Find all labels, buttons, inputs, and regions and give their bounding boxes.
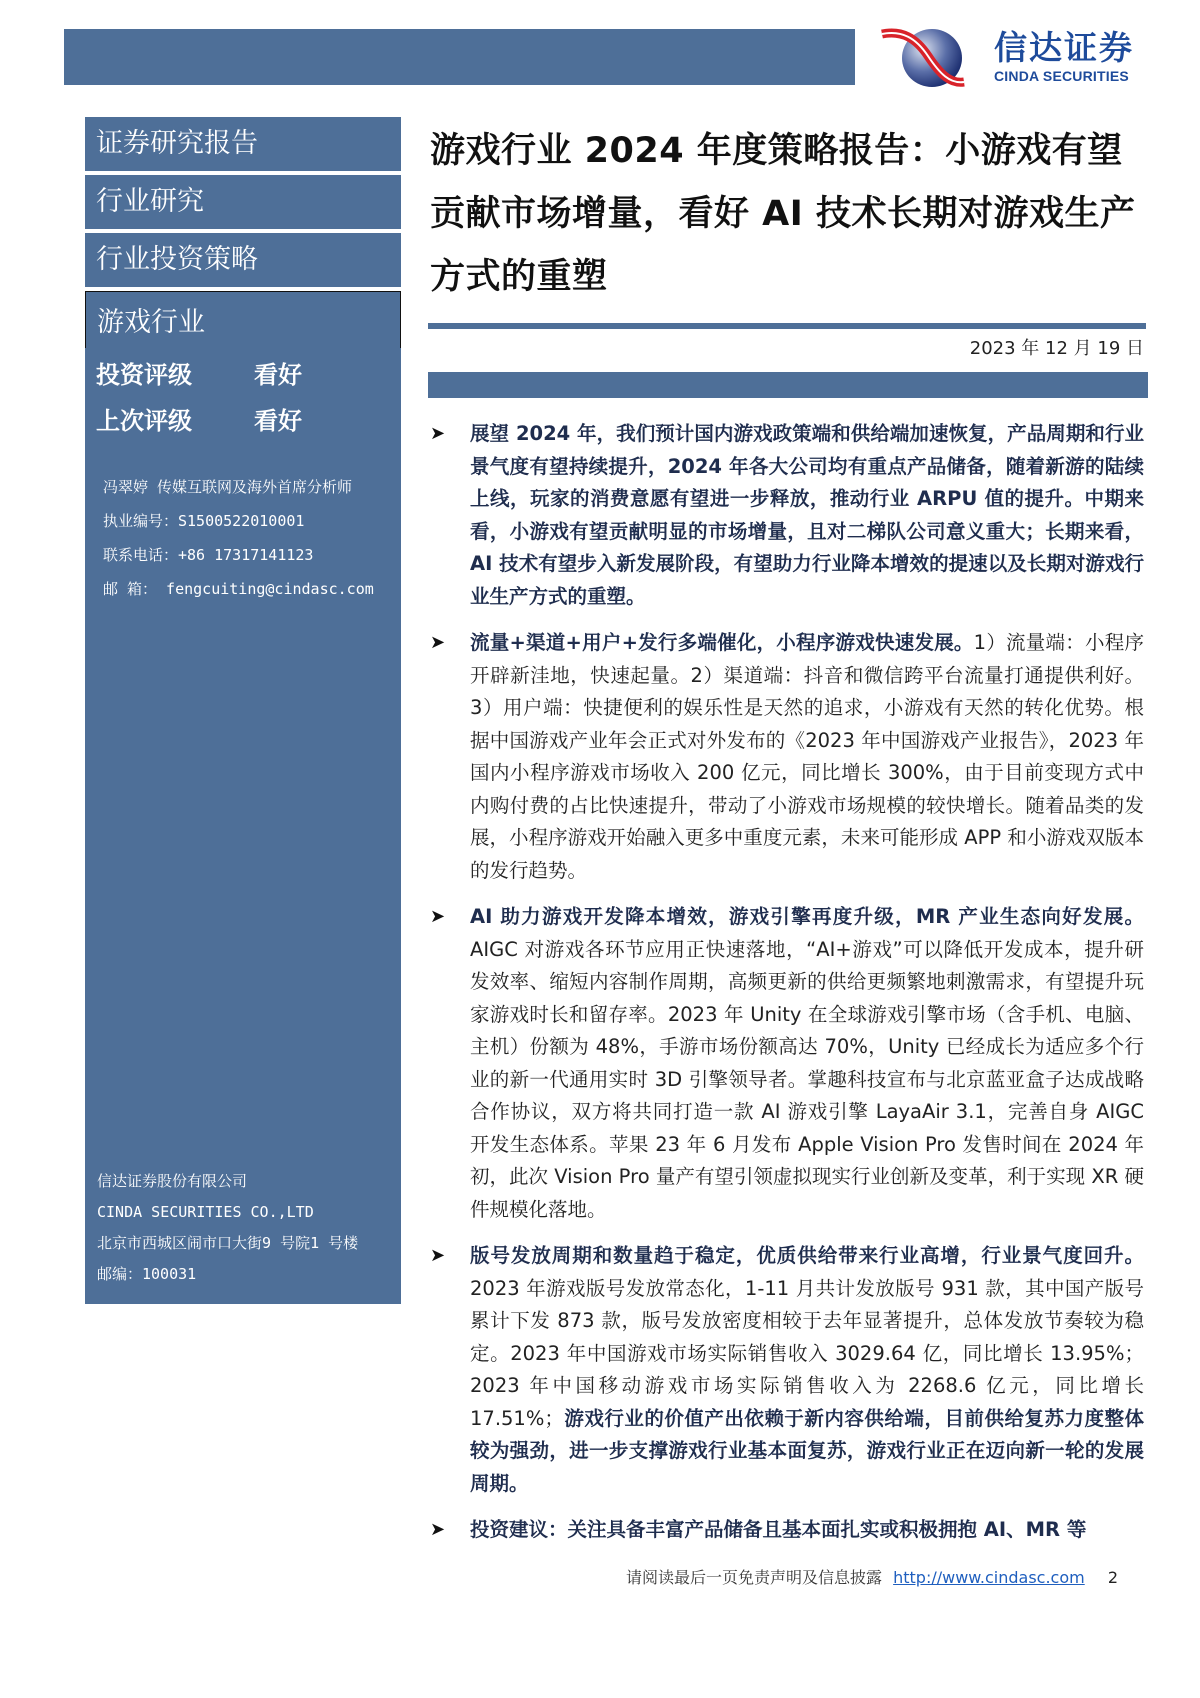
- subcategory-label: 行业投资策略: [85, 233, 401, 287]
- rating-key: 投资评级: [96, 361, 192, 389]
- bullet-item: [428, 627, 1144, 887]
- company-logo: [876, 24, 1176, 90]
- analyst-name-title: 冯翠婷 传媒互联网及海外首席分析师: [103, 478, 353, 496]
- report-date: 2023 年 12 月 19 日: [969, 338, 1144, 359]
- bullet-item: [428, 1514, 1144, 1547]
- bullet-bold-text: 流量+渠道+用户+发行多端催化，小程序游戏快速发展。: [470, 631, 974, 654]
- analyst-phone: 联系电话：+86 17317141123: [103, 546, 314, 564]
- bullet-item: [428, 901, 1144, 1226]
- arrowhead-bullet-icon: ➤: [430, 1519, 446, 1540]
- rating-key: 上次评级: [96, 407, 192, 435]
- analyst-email[interactable]: 邮 箱： fengcuiting@cindasc.com: [103, 580, 374, 598]
- arrowhead-bullet-icon: ➤: [430, 1245, 446, 1266]
- sidebar: [85, 117, 401, 1304]
- bullet-text: 2023 年游戏版号发放常态化，1-11 月共计发放版号 931 款，其中国产版号累计下发 873 款，版号发放密度相较于去年显著提升，总体发放节奏较为稳定。2023 年中国游戏市场实际销售收入 3029.64 亿，同比增长 13.95%；2023 年中国移动游戏市场实际销售收入为 2268.6 亿元，同比增长 17.51%；: [470, 1276, 1144, 1430]
- disclaimer-text: 请阅读最后一页免责声明及信息披露: [625, 1568, 882, 1587]
- website-link[interactable]: http://www.cindasc.com: [893, 1568, 1085, 1587]
- arrowhead-bullet-icon: ➤: [430, 632, 446, 653]
- category-label: 行业研究: [85, 175, 401, 229]
- bullet-text: AIGC 对游戏各环节应用正快速落地，“AI+游戏”可以降低开发成本，提升研发效率、缩短内容制作周期，高频更新的供给更频繁地刺激需求，有望提升玩家游戏时长和留存率。2023 年 Unity 在全球游戏引擎市场（含手机、电脑、主机）份额为 48%，手游市场份额高达 70%，Unity 已经成长为适应多个行业的新一代通用实时 3D 引擎领导者。掌趣科技宣布与北京蓝亚盒子达成战略合作协议，双方将共同打造一款 AI 游戏引擎 LayaAir 3.1，完善自身 AIGC 开发生态体系。苹果 23 年 6 月发布 Apple Vision Pro 发售时间在 2024 年初，此次 Vision Pro 量产有望引领虚拟现实行业创新及变革，利于实现 XR 硬件规模化落地。: [470, 937, 1144, 1221]
- bullet-bold-text: AI 助力游戏开发降本增效，游戏引擎再度升级，MR 产业生态向好发展。: [470, 905, 1144, 928]
- bullet-bold-text: 展望 2024 年，我们预计国内游戏政策端和供给端加速恢复，产品周期和行业景气度有望持续提升，2024 年各大公司均有重点产品储备，随着新游的陆续上线，玩家的消费意愿有望进一步释放，推动行业 ARPU 值的提升。中期来看，小游戏有望贡献明显的市场增量，且对二梯队公司意义重大；长期来看，AI 技术有望步入新发展阶段，有望助力行业降本增效的提速以及长期对游戏行业生产方式的重塑。: [470, 422, 1144, 608]
- company-name-cn: 信达证券股份有限公司: [97, 1172, 248, 1190]
- bullet-item: [428, 1240, 1144, 1500]
- bullet-bold-text: 投资建议：关注具备丰富产品储备且基本面扎实或积极拥抱 AI、MR 等: [470, 1518, 1087, 1541]
- rating-block: [85, 348, 401, 452]
- company-postcode: 邮编：100031: [97, 1265, 197, 1283]
- bullet-bold-tail: 游戏行业的价值产出依赖于新内容供给端，目前供给复苏力度整体较为强劲，进一步支撑游戏行业基本面复苏，游戏行业正在迈向新一轮的发展周期。: [470, 1406, 1144, 1495]
- logo-english-name: CINDA SECURITIES: [994, 68, 1129, 84]
- arrowhead-bullet-icon: ➤: [430, 423, 446, 444]
- date-divider-bar: [428, 372, 1148, 398]
- previous-rating: [96, 398, 390, 444]
- title-divider: [428, 323, 1146, 329]
- report-title: 游戏行业 2024 年度策略报告：小游戏有望贡献市场增量，看好 AI 技术长期对游戏生产方式的重塑: [430, 131, 1136, 297]
- report-type-label: 证券研究报告: [85, 117, 401, 171]
- bullet-bold-text: 版号发放周期和数量趋于稳定，优质供给带来行业高增，行业景气度回升。: [470, 1244, 1144, 1267]
- industry-label: 游戏行业: [85, 291, 401, 348]
- company-info: [97, 1166, 358, 1290]
- analyst-license: 执业编号：S1500522010001: [103, 512, 305, 530]
- company-address: 北京市西城区闹市口大街9 号院1 号楼: [97, 1234, 359, 1252]
- logo-chinese-name: 信达证券: [994, 28, 1134, 67]
- rating-value: 看好: [254, 361, 302, 389]
- page-footer: [626, 1565, 1118, 1588]
- bullet-item: [428, 418, 1144, 613]
- page-number: 2: [1107, 1568, 1118, 1587]
- header-banner: [64, 29, 855, 85]
- summary-bullets: [428, 418, 1144, 1561]
- bullet-text: 1）流量端：小程序开辟新洼地，快速起量。2）渠道端：抖音和微信跨平台流量打通提供利好。3）用户端：快捷便利的娱乐性是天然的追求，小游戏有天然的转化优势。根据中国游戏产业年会正式对外发布的《2023 年中国游戏产业报告》，2023 年国内小程序游戏市场收入 200 亿元，同比增长 300%，由于目前变现方式中内购付费的占比快速提升，带动了小游戏市场规模的较快增长。随着品类的发展，小程序游戏开始融入更多中重度元素，未来可能形成 APP 和小游戏双版本的发行趋势。: [470, 631, 1144, 882]
- rating-value: 看好: [254, 407, 302, 435]
- arrowhead-bullet-icon: ➤: [430, 906, 446, 927]
- analyst-info: [85, 452, 401, 1304]
- investment-rating: [96, 352, 390, 398]
- company-name-en: CINDA SECURITIES CO.,LTD: [97, 1203, 314, 1221]
- cinda-logo-icon: [880, 28, 966, 88]
